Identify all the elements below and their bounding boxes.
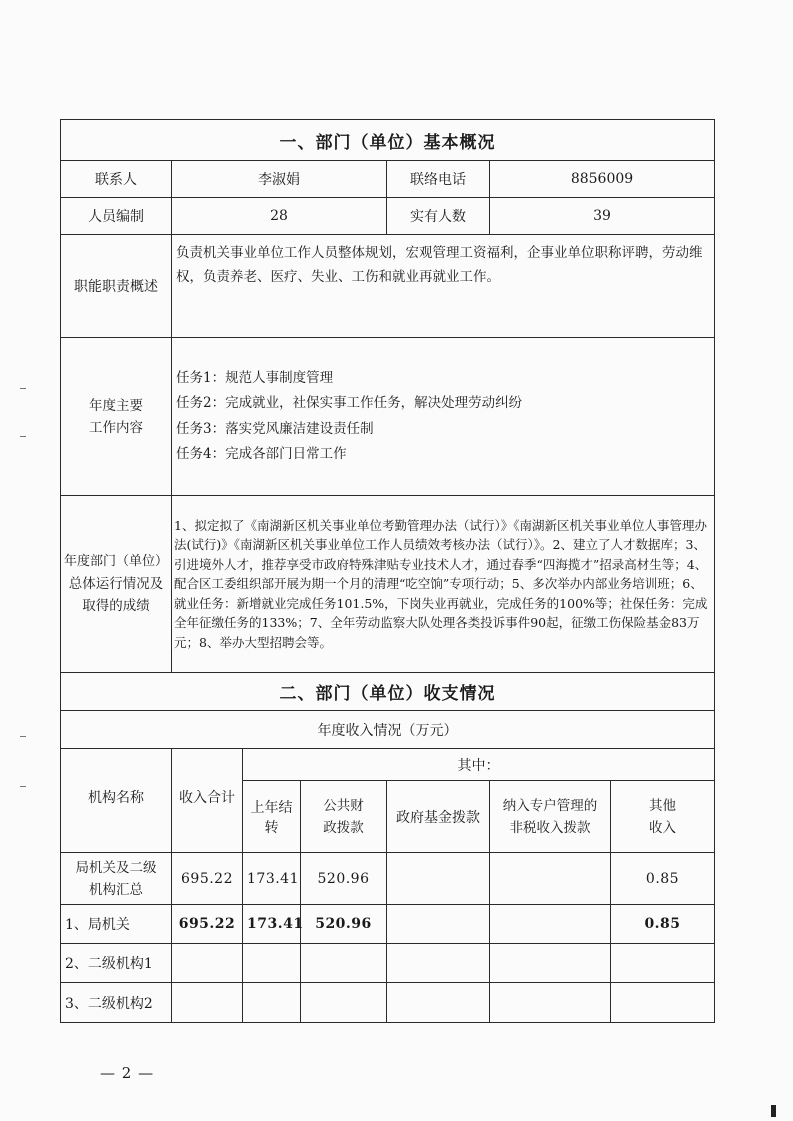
table-row — [61, 983, 715, 1023]
table-row — [61, 905, 715, 944]
row-fiscal — [301, 944, 387, 983]
performance-label-line2: 总体运行情况及 — [68, 576, 164, 592]
row-fund — [387, 983, 490, 1023]
header-carryover: 上年结转 — [243, 781, 301, 853]
row-total — [172, 983, 243, 1023]
header-other-line1: 其他 — [649, 797, 676, 814]
duties-label: 职能职责概述 — [61, 235, 172, 338]
row-nontax — [490, 853, 611, 905]
table-row — [61, 944, 715, 983]
row-org-name: 3、二级机构2 — [61, 983, 172, 1023]
row-org-name — [61, 853, 172, 905]
row-other — [611, 983, 715, 1023]
contact-value: 李淑娟 — [172, 161, 387, 198]
header-org-name: 机构名称 — [61, 749, 172, 853]
scan-mark — [20, 786, 26, 787]
scan-mark — [20, 388, 26, 389]
task-item: 任务3：落实党风廉洁建设责任制 — [176, 420, 374, 437]
table-row — [61, 853, 715, 905]
row-fund — [387, 853, 490, 905]
row-nontax — [490, 944, 611, 983]
scan-mark — [20, 436, 26, 437]
header-other — [611, 781, 715, 853]
performance-label-line3: 取得的成绩 — [82, 598, 150, 614]
row-carryover — [243, 944, 301, 983]
row-fund — [387, 905, 490, 944]
row-total: 695.22 — [172, 853, 243, 905]
row-org-name: 1、局机关 — [61, 905, 172, 944]
contact-label: 联系人 — [61, 161, 172, 198]
phone-value: 8856009 — [490, 161, 715, 198]
row-org-name-line1: 局机关及二级 — [75, 859, 157, 876]
header-fiscal — [301, 781, 387, 853]
row-total: 695.22 — [172, 905, 243, 944]
header-other-line2: 收入 — [649, 819, 676, 836]
annual-work-tasks — [172, 338, 715, 496]
header-total-income: 收入合计 — [172, 749, 243, 853]
row-fiscal: 520.96 — [301, 853, 387, 905]
row-fiscal: 520.96 — [301, 905, 387, 944]
annual-work-label-line1: 年度主要 — [89, 397, 143, 414]
row-carryover: 173.41 — [243, 853, 301, 905]
staff-value: 28 — [172, 198, 387, 235]
row-org-name-line2: 机构汇总 — [89, 881, 143, 898]
row-total — [172, 944, 243, 983]
header-gov-fund: 政府基金拨款 — [387, 781, 490, 853]
actual-staff-label: 实有人数 — [387, 198, 490, 235]
duties-text: 负责机关事业单位工作人员整体规划，宏观管理工资福利，企事业单位职称评聘，劳动维权，负责养老、医疗、失业、工伤和就业再就业工作。 — [172, 235, 715, 338]
header-nontax — [490, 781, 611, 853]
task-item: 任务4：完成各部门日常工作 — [176, 446, 347, 462]
header-nontax-line2: 非税收入拨款 — [509, 819, 591, 836]
performance-label — [61, 496, 172, 673]
staff-label: 人员编制 — [61, 198, 172, 235]
header-fiscal-line2: 政拨款 — [323, 819, 364, 836]
annual-work-label — [61, 338, 172, 496]
row-fiscal — [301, 983, 387, 1023]
annual-work-label-line2: 工作内容 — [89, 419, 143, 436]
header-among: 其中： — [243, 749, 715, 781]
department-overview-table — [60, 119, 715, 1023]
scan-edge-mark — [771, 1105, 776, 1117]
performance-text: 1、拟定拟了《南湖新区机关事业单位考勤管理办法（试行）》《南湖新区机关事业单位人事管理办法(试行)》《南湖新区机关事业单位工作人员绩效考核办法（试行）》。2、建立了人才数据库；3、引进境外人才，推荐享受市政府特殊津贴专业技术人才，通过春季“四海揽才”招录高材生等；4、配合区工委组织部开展为期一个月的清理“吃空饷”专项行动；5、多次举办内部业务培训班；6、就业任务：新增就业完成任务101.5%，下岗失业再就业，完成任务的100%等；社保任务：完成全年征缴任务的133%；7、全年劳动监察大队处理各类投诉事件90起，征缴工伤保险基金83万元；8、举办大型招聘会等。 — [172, 496, 715, 673]
row-carryover — [243, 983, 301, 1023]
task-item: 任务2：完成就业，社保实事工作任务，解决处理劳动纠纷 — [176, 395, 523, 411]
actual-staff-value: 39 — [490, 198, 715, 235]
header-nontax-line1: 纳入专户管理的 — [502, 797, 598, 814]
scan-mark — [20, 736, 26, 737]
phone-label: 联络电话 — [387, 161, 490, 198]
page-number: — 2 — — [100, 1064, 155, 1082]
row-nontax — [490, 905, 611, 944]
row-other — [611, 944, 715, 983]
section1-title: 一、部门（单位）基本概况 — [61, 120, 715, 161]
performance-label-line1: 年度部门（单位） — [63, 554, 168, 569]
section2-title: 二、部门（单位）收支情况 — [61, 673, 715, 711]
task-item: 任务1：规范人事制度管理 — [176, 369, 334, 386]
row-other: 0.85 — [611, 853, 715, 905]
row-nontax — [490, 983, 611, 1023]
row-org-name: 2、二级机构1 — [61, 944, 172, 983]
header-fiscal-line1: 公共财 — [323, 797, 364, 814]
row-other: 0.85 — [611, 905, 715, 944]
row-fund — [387, 944, 490, 983]
row-carryover: 173.41 — [243, 905, 301, 944]
income-title: 年度收入情况（万元） — [61, 711, 715, 749]
